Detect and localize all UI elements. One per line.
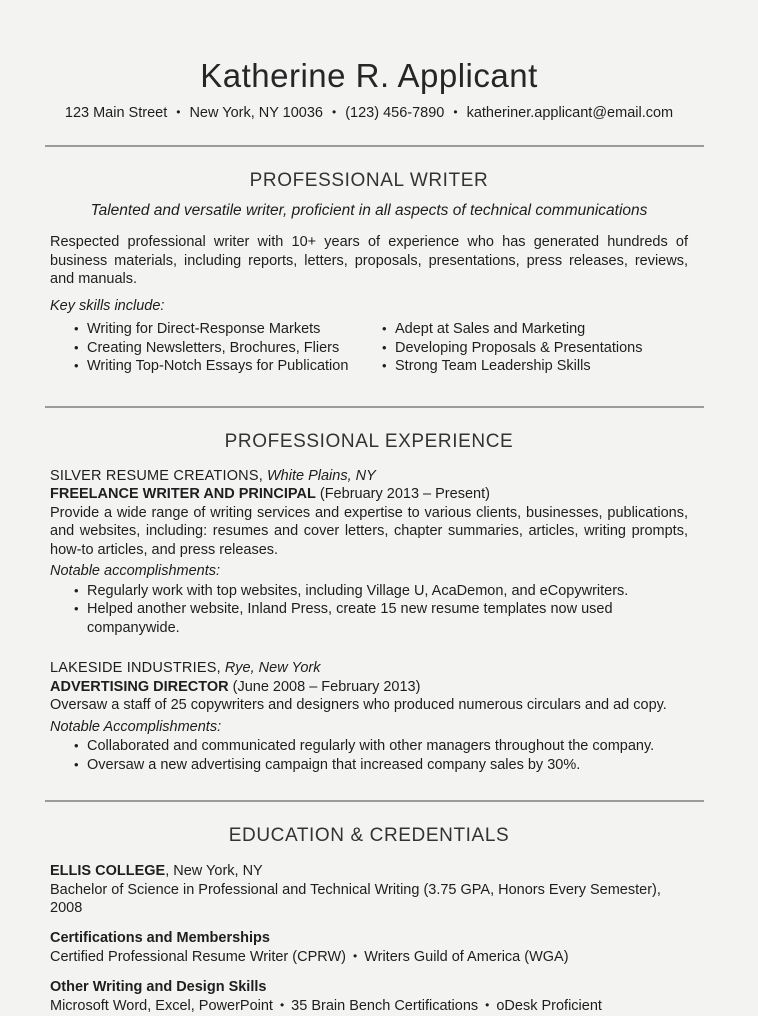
skill-text: Strong Team Leadership Skills xyxy=(395,358,591,374)
bullet-icon: • xyxy=(382,339,387,355)
summary-heading: PROFESSIONAL WRITER xyxy=(249,170,489,191)
contact-email: katheriner.applicant@email.com xyxy=(466,105,674,121)
skill-item xyxy=(358,339,688,358)
skill-item xyxy=(50,357,358,376)
other-skill-item: Microsoft Word, Excel, PowerPoint xyxy=(50,998,273,1014)
company-line xyxy=(50,659,688,678)
bullet-icon: • xyxy=(382,358,387,373)
job-entry xyxy=(50,467,688,638)
header-divider xyxy=(45,145,704,147)
company-name: LAKESIDE INDUSTRIES, xyxy=(50,660,221,676)
contact-address: 123 Main Street xyxy=(64,105,168,121)
job-title-line xyxy=(50,485,688,504)
section-divider xyxy=(45,406,704,408)
accomplishment-text: Collaborated and communicated regularly with other managers throughout the company. xyxy=(87,738,655,754)
key-skills-column-1 xyxy=(50,320,358,376)
other-skills-heading: Other Writing and Design Skills xyxy=(50,978,267,995)
skill-item xyxy=(50,320,358,339)
skill-text: Writing Top-Notch Essays for Publication xyxy=(87,358,349,374)
bullet-icon: • xyxy=(74,582,79,598)
contact-city: New York, NY 10036 xyxy=(189,105,323,121)
bullet-icon: • xyxy=(74,756,79,772)
skill-item xyxy=(50,339,358,358)
accomplishment-item xyxy=(50,737,688,756)
inline-separator: • xyxy=(352,949,358,963)
key-skills-label: Key skills include: xyxy=(50,297,165,314)
accomplishments-list xyxy=(50,582,688,638)
resume-header xyxy=(50,56,688,121)
job-description: Provide a wide range of writing services and expertise to various clients, businesses, publications, and websites, including: resumes and cover letters, chapter summaries, articles, writing prompts, how-to articles, and press releases. xyxy=(50,504,688,558)
certifications-heading: Certifications and Memberships xyxy=(50,929,270,946)
skill-text: Adept at Sales and Marketing xyxy=(395,321,586,337)
certification-item: Certified Professional Resume Writer (CPRW) xyxy=(50,949,346,965)
certifications-line xyxy=(50,947,688,967)
bullet-icon: • xyxy=(382,321,387,336)
job-title-line xyxy=(50,678,688,697)
contact-separator: • xyxy=(176,105,181,119)
job-entry xyxy=(50,659,688,774)
bullet-icon: • xyxy=(74,738,79,753)
skill-text: Developing Proposals & Presentations xyxy=(395,339,643,356)
job-title: ADVERTISING DIRECTOR xyxy=(50,678,229,695)
bullet-icon: • xyxy=(74,321,79,336)
skill-text: Creating Newsletters, Brochures, Fliers xyxy=(87,339,340,356)
school-name: ELLIS COLLEGE xyxy=(50,863,166,879)
key-skills-columns xyxy=(50,320,688,376)
contact-line xyxy=(50,105,688,121)
applicant-name: Katherine R. Applicant xyxy=(200,57,538,94)
key-skills-column-2 xyxy=(358,320,688,376)
company-location: Rye, New York xyxy=(224,660,321,676)
section-divider xyxy=(45,800,704,802)
accomplishments-label: Notable accomplishments: xyxy=(50,563,221,579)
inline-separator: • xyxy=(485,998,490,1012)
contact-phone: (123) 456-7890 xyxy=(345,105,445,121)
other-skill-item: oDesk Proficient xyxy=(496,998,602,1014)
contact-separator: • xyxy=(332,105,337,119)
school-location: , New York, NY xyxy=(165,863,263,879)
accomplishments-label: Notable Accomplishments: xyxy=(50,718,222,735)
bullet-icon: • xyxy=(74,601,79,616)
company-location: White Plains, NY xyxy=(266,467,376,484)
accomplishment-item xyxy=(50,600,688,637)
accomplishment-text: Oversaw a new advertising campaign that increased company sales by 30%. xyxy=(87,756,581,773)
experience-heading: PROFESSIONAL EXPERIENCE xyxy=(224,430,514,452)
experience-section xyxy=(50,430,688,775)
skill-item xyxy=(358,357,688,376)
education-entry xyxy=(50,862,688,918)
skill-item xyxy=(358,320,688,339)
contact-separator: • xyxy=(453,105,458,119)
job-title: FREELANCE WRITER AND PRINCIPAL xyxy=(50,486,316,502)
summary-paragraph: Respected professional writer with 10+ years of experience who has generated hundreds of business materials, including reports, letters, proposals, presentations, press releases, reviews, and manuals. xyxy=(50,234,688,287)
other-skill-item: 35 Brain Bench Certifications xyxy=(291,998,479,1014)
education-heading: EDUCATION & CREDENTIALS xyxy=(228,825,510,846)
education-section xyxy=(50,824,688,1016)
accomplishments-list xyxy=(50,737,688,774)
accomplishment-item xyxy=(50,756,688,775)
accomplishment-text: Regularly work with top websites, including Village U, AcaDemon, and eCopywriters. xyxy=(87,582,629,599)
inline-separator: • xyxy=(279,998,285,1012)
degree-line: Bachelor of Science in Professional and Technical Writing (3.75 GPA, Honors Every Semester), 2008 xyxy=(50,881,661,916)
bullet-icon: • xyxy=(74,339,79,355)
accomplishment-text: Helped another website, Inland Press, create 15 new resume templates now used companywide. xyxy=(87,601,613,636)
certification-item: Writers Guild of America (WGA) xyxy=(364,949,569,965)
company-name: SILVER RESUME CREATIONS, xyxy=(50,467,263,484)
bullet-icon: • xyxy=(74,358,79,373)
job-description: Oversaw a staff of 25 copywriters and designers who produced numerous circulars and ad copy. xyxy=(50,697,667,713)
company-line xyxy=(50,467,688,486)
summary-section xyxy=(50,169,688,376)
job-dates: (February 2013 – Present) xyxy=(319,486,490,502)
accomplishment-item xyxy=(50,582,688,601)
school-line xyxy=(50,862,688,881)
other-skills-line xyxy=(50,996,688,1016)
job-dates: (June 2008 – February 2013) xyxy=(232,678,421,695)
skill-text: Writing for Direct-Response Markets xyxy=(87,321,321,337)
summary-tagline: Talented and versatile writer, proficient in all aspects of technical communications xyxy=(90,202,648,219)
